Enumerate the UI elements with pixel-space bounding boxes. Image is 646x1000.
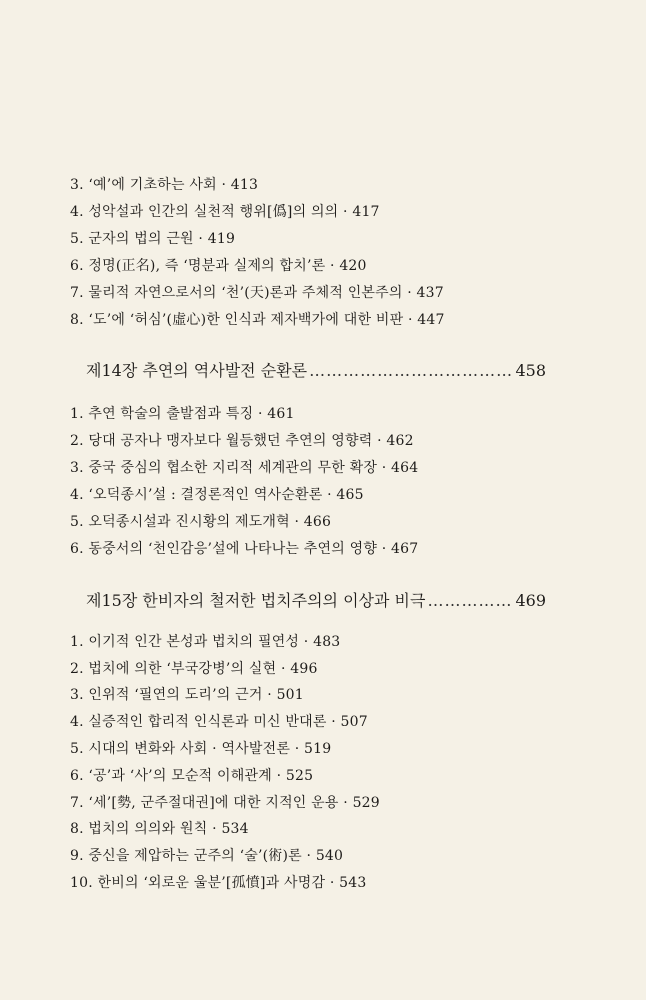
dot-leader — [309, 360, 513, 382]
toc-entry: 4. 성악설과 인간의 실천적 행위[僞]의 의의 · 417 — [70, 204, 380, 220]
toc-entry: 6. 동중서의 ‘천인감응’설에 나타나는 추연의 영향 · 467 — [70, 541, 419, 557]
dot-leader — [427, 590, 513, 612]
toc-entry: 6. 정명(正名), 즉 ‘명분과 실제의 합치’론 · 420 — [70, 258, 367, 274]
toc-entry: 3. 인위적 ‘필연의 도리’의 근거 · 501 — [70, 687, 304, 703]
toc-entry: 1. 이기적 인간 본성과 법치의 필연성 · 483 — [70, 634, 341, 650]
toc-entry: 6. ‘공’과 ‘사’의 모순적 이해관계 · 525 — [70, 768, 314, 784]
toc-entry: 1. 추연 학술의 출발점과 특징 · 461 — [70, 406, 295, 422]
chapter-heading — [86, 360, 546, 382]
toc-entry: 2. 당대 공자나 맹자보다 월등했던 추연의 영향력 · 462 — [70, 433, 414, 449]
chapter-heading — [86, 590, 546, 612]
chapter-title: 제15장 한비자의 철저한 법치주의의 이상과 비극 — [86, 591, 426, 610]
toc-entry: 3. ‘예’에 기초하는 사회 · 413 — [70, 177, 259, 193]
toc-entry: 5. 시대의 변화와 사회 · 역사발전론 · 519 — [70, 741, 332, 757]
toc-entry: 4. 실증적인 합리적 인식론과 미신 반대론 · 507 — [70, 714, 368, 730]
chapter-title: 제14장 추연의 역사발전 순환론 — [86, 361, 308, 380]
toc-entry: 5. 군자의 법의 근원 · 419 — [70, 231, 236, 247]
toc-entry: 10. 한비의 ‘외로운 울분’[孤憤]과 사명감 · 543 — [70, 875, 367, 891]
toc-entry: 5. 오덕종시설과 진시황의 제도개혁 · 466 — [70, 514, 332, 530]
toc-entry: 2. 법치에 의한 ‘부국강병’의 실현 · 496 — [70, 661, 318, 677]
chapter-page-number: 458 — [515, 361, 546, 380]
toc-entry: 9. 중신을 제압하는 군주의 ‘술’(術)론 · 540 — [70, 848, 344, 864]
chapter-page-number: 469 — [515, 591, 546, 610]
toc-entry: 4. ‘오덕종시’설 : 결정론적인 역사순환론 · 465 — [70, 487, 364, 503]
toc-entry: 8. 법치의 의의와 원칙 · 534 — [70, 821, 249, 837]
toc-entry: 7. ‘세’[勢, 군주절대권]에 대한 지적인 운용 · 529 — [70, 795, 380, 811]
toc-entry: 3. 중국 중심의 협소한 지리적 세계관의 무한 확장 · 464 — [70, 460, 419, 476]
toc-entry: 7. 물리적 자연으로서의 ‘천’(天)론과 주체적 인본주의 · 437 — [70, 285, 444, 301]
toc-entry: 8. ‘도’에 ‘허심’(虛心)한 인식과 제자백가에 대한 비판 · 447 — [70, 312, 445, 328]
